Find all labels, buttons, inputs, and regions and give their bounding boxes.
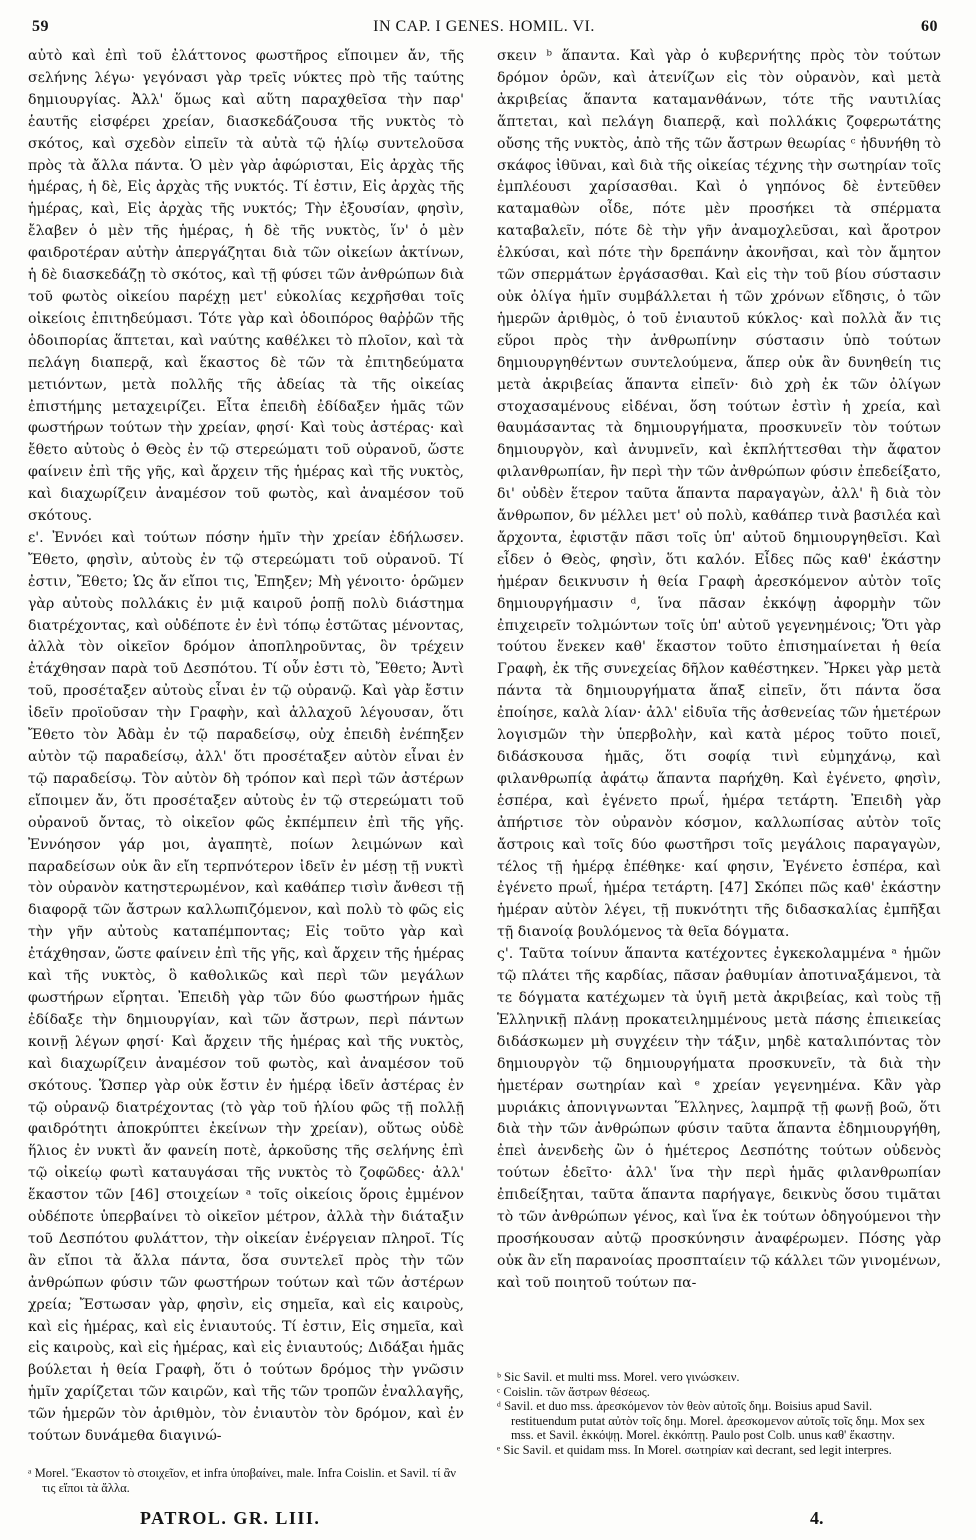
left-text-column [28,46,464,1494]
gathering-signature: 4. [810,1508,824,1528]
left-footnotes [28,1466,464,1495]
page-number-left: 59 [32,18,49,35]
footnote-d: ᵈ Savil. et duo mss. ἀρεσκόμενον τὸν θεὸν αὐτοῖς δημ. Boisius apud Savil. restituendum putat αὐτὸν τοῖς δημ. Morel. ἀρεσκομενον αὐτοῖς τοῖς δημ. Mox sex mss. et Savil. ἐκκόψῃ. Morel. ἐκκόπτῃ. Paulo post Colb. unus καθ' ἕκαστην. [497,1399,925,1442]
footnote-a: ᵃ Morel. Ἕκαστον τὸ στοιχεῖον, et infra ὑποβαίνει, male. Infra Coislin. et Savil. τί ἂν τις εἴποι τὰ ἄλλα. [28,1466,456,1495]
collection-signature: PATROL. GR. LIII. [140,1508,321,1528]
running-header [28,12,940,40]
running-title: IN CAP. I GENES. HOMIL. VI. [373,18,595,35]
footnote-b: ᵇ Sic Savil. et multi mss. Morel. vero γινώσκειν. [497,1370,740,1384]
right-paragraph-1: σκειν ᵇ ἅπαντα. Καὶ γὰρ ὁ κυβερνήτης πρὸς τὸν τούτων δρόμον ὁρῶν, καὶ ἀτενίζων εἰς τὸν οὐρανὸν, καὶ μετὰ ἀκριβείας ἅπαντα καταμανθάνων, τότε τῆς ναυτιλίας ἅπτεται, καὶ πελάγη διαπερᾷ, καὶ πολλάκις ζοφερωτάτης οὔσης τῆς νυκτὸς, ἀπὸ τῆς τῶν ἄστρων θεωρίας ᶜ ἠδυνήθη τὸ σκάφος ἰθῦναι, καὶ διὰ τῆς οἰκείας τέχνης τὴν σωτηρίαν τοῖς ἐμπλέουσι χαρίσασθαι. Καὶ ὁ γηπόνος δὲ ἐντεῦθεν καταμαθὼν οἶδε, πότε μὲν προσήκει τὰ σπέρματα καταβαλεῖν, πότε δὲ τὴν γῆν ἀναμοχλεῦσαι, καὶ ἄροτρον ἑλκύσαι, καὶ πότε τὴν δρεπάνην ἀκονῆσαι, καὶ τὸν ἄμητον τῶν σπερμάτων ἐργάσασθαι. Καὶ εἰς τὴν τοῦ βίου σύστασιν οὐκ ὀλίγα ἡμῖν συμβάλλεται ἡ τῶν χρόνων εἴδησις, ὁ τῶν ἡμερῶν ἀριθμὸς, ὁ τοῦ ἐνιαυτοῦ κύκλος· καὶ πολλὰ ἄν τις εὕροι πρὸς τὴν ἀνθρωπίνην σύστασιν ὑπὸ τούτων δημιουργηθέντων συντελούμενα, ἅπερ οὐκ ἂν δυνηθείη τις μετὰ ἀκριβείας ἅπαντα εἰπεῖν· διὸ χρὴ ἐκ τῶν ὀλίγων στοχασαμένους εἰδέναι, ὅση τούτων ἐστὶν ἡ χρεία, καὶ θαυμάσαντας τὰ δημιουργήματα, προσκυνεῖν τὸν τούτων δημιουργὸν, καὶ ἀνυμνεῖν, καὶ ἐκπλήττεσθαι τὴν ἄφατον φιλανθρωπίαν, ἣν περὶ τὴν τῶν ἀνθρώπων φύσιν ἐπεδείξατο, δι' οὐδὲν ἕτερον ταῦτα ἅπαντα παραγαγὼν, ἀλλ' ἢ διὰ τὸν ἄνθρωπον, δν μέλλει μετ' οὐ πολὺ, καθάπερ τινὰ βασιλέα καὶ ἄρχοντα, ἐφιστᾷν πᾶσι τοῖς ὑπ' αὐτοῦ δημιουργηθεῖσι. Καὶ εἶδεν ὁ Θεὸς, φησὶν, ὅτι καλόν. Εἶδες πῶς καθ' ἑκάστην ἡμέραν δεικνυσιν ἡ θεία Γραφὴ ἀρεσκόμενον αὐτὸν τοῖς δημιουργήμασιν ᵈ, ἵνα πᾶσαν ἐκκόψῃ ἀφορμὴν τῶν ἐπιχειρεῖν τολμώντων τοῖς ὑπ' αὐτοῦ γεγενημένοις; Ὅτι γὰρ τούτου ἕνεκεν καθ' ἕκαστον τοῦτο ἐπισημαίνεται ἡ θεία Γραφὴ, ἐκ τῆς συνεχείας δῆλον καθέστηκεν. Ἤρκει γὰρ μετὰ πάντα τὰ δημιουργήματα ἅπαξ εἰπεῖν, ὅτι πάντα ὅσα ἐποίησε, καλὰ λίαν· ἀλλ' εἰδυῖα τῆς ἀσθενείας τῶν ἡμετέρων λογισμῶν τὴν ὑπερβολὴν, καὶ κατὰ μέρος τοῦτο ποιεῖ, διδάσκουσα ἡμᾶς, ὅτι σοφίᾳ τινὶ εὐμηχάνῳ, καὶ φιλανθρωπίᾳ ἀφάτῳ ἅπαντα παρήχθη. Καὶ ἐγένετο, φησὶν, ἑσπέρα, καὶ ἐγένετο πρωΐ, ἡμέρα τετάρτη. Ἐπειδὴ γὰρ ἀπήρτισε τὸν οὐρανὸν κόσμον, καλλωπίσας αὐτὸν τοῖς ἄστροις καὶ τοῖς δύο φωστῆρσι τοῖς μεγάλοις παραγαγὼν, τέλος τῇ ἡμέρᾳ ἐπέθηκε· καί φησιν, Ἐγένετο ἑσπέρα, καὶ ἐγένετο πρωΐ, ἡμέρα τετάρτη. [47] Σκόπει πῶς καθ' ἑκάστην ἡμέραν αὐτὸν λέγει, τῇ πυκνότητι τῆς διδασκαλίας ἐμπῆξαι τῇ διανοίᾳ βουλόμενος τὰ θεῖα δόγματα. [497,48,941,941]
page-number-right: 60 [921,18,938,35]
right-footnotes [497,1370,941,1457]
left-paragraph-1: αὐτὸ καὶ ἐπὶ τοῦ ἐλάττονος φωστῆρος εἴποιμεν ἄν, τῆς σελήνης λέγω· γεγόνασι γὰρ τρεῖς νύκτες πρὸ τῆς ταύτης δημιουργίας. Ἀλλ' ὅμως καὶ αὕτη παραχθεῖσα τὴν παρ' ἑαυτῆς εἰσφέρει χρείαν, διασκεδάζουσα τῆς νυκτὸς τὸ σκότος, καὶ σχεδὸν εἰπεῖν τὰ αὐτὰ τῷ ἡλίῳ συντελοῦσα πρὸς τὰ ἄλλα πάντα. Ὁ μὲν γὰρ ἀφώρισται, Εἰς ἀρχὰς τῆς ἡμέρας, ἡ δὲ, Εἰς ἀρχὰς τῆς νυκτός. Τί ἐστιν, Εἰς ἀρχὰς τῆς ἡμέρας, καὶ, Εἰς ἀρχὰς τῆς νυκτός; Τὴν ἐξουσίαν, φησὶν, ἔλαβεν ὁ μὲν τῆς ἡμέρας, ἡ δὲ τῆς νυκτὸς, ἵν' ὁ μὲν φαιδροτέραν αὐτὴν ἀπεργάζηται διὰ τῶν οἰκείων ἀκτίνων, ἡ δὲ διασκεδάζῃ τὸ σκότος, καὶ τῇ φύσει τῶν ἀνθρώπων διὰ τοῦ φωτὸς οἰκείου παρέχῃ μετ' εὐκολίας κεχρῆσθαι τοῖς οἰκείοις ἐπιτηδεύμασι. Τότε γὰρ καὶ ὁδοιπόρος θαῤῥῶν τῆς ὁδοιπορίας ἅπτεται, καὶ ναύτης καθέλκει τὸ πλοῖον, καὶ τὰ πελάγη διαπερᾷ, καὶ ἕκαστος δὲ τῶν τὰ ἐπιτηδεύματα μετιόντων, μετὰ πολλῆς τῆς ἀδείας τὰ τῆς οἰκείας ἐπιστήμης μεταχειρίζει. Εἶτα ἐπειδὴ ἐδίδαξεν ἡμᾶς τῶν φωστήρων τούτων τὴν χρείαν, φησί· Καὶ τοὺς ἀστέρας· καὶ ἔθετο αὐτοὺς ὁ Θεὸς ἐν τῷ στερεώματι τοῦ οὐρανοῦ, ὥστε φαίνειν ἐπὶ τῆς γῆς, καὶ ἄρχειν τῆς ἡμέρας καὶ τῆς νυκτὸς, καὶ διαχωρίζειν ἀναμέσον τοῦ φωτὸς, καὶ ἀναμέσον τοῦ σκότους. [28,48,464,525]
page-footer [0,1508,976,1534]
right-paragraph-2: ς'. Ταῦτα τοίνυν ἅπαντα κατέχοντες ἐγκεκολαμμένα ᵃ ἡμῶν τῷ πλάτει τῆς καρδίας, πᾶσαν ῥαθυμίαν ἀποτιναξάμενοι, τὰ τε δόγματα κατέχωμεν τὰ ὑγιῆ μετὰ ἀκριβείας, καὶ τοὺς τῇ Ἑλληνικῇ πλάνῃ προκατειλημμένους μετὰ πάσης ἐπιεικείας διδάσκωμεν μὴ συγχέειν τὴν τάξιν, μηδὲ καταλιπόντας τὸν δημιουργὸν τῷ δημιουργήματα προσκυνεῖν, τὰ διὰ τὴν ἡμετέραν σωτηρίαν καὶ ᵉ χρείαν γεγενημένα. Κἂν γὰρ μυριάκις ἀπονιγνωνται Ἕλληνες, λαμπρᾷ τῇ φωνῇ βοῶ, ὅτι διὰ τὴν τῶν ἀνθρώπων φύσιν ταῦτα ἅπαντα ἐδημιουργήθη, ἐπεὶ ἀνενδεὴς ὢν ὁ ἡμέτερος Δεσπότης τούτων οὐδενὸς τούτων ἐδεῖτο· ἀλλ' ἵνα τὴν περὶ ἡμᾶς φιλανθρωπίαν ἐπιδείξηται, ταῦτα ἅπαντα παρήγαγε, δεικνὺς ὅσου τιμᾶται τὸ τῶν ἀνθρώπων γένος, καὶ ἵνα ἐκ τούτων ὁδηγούμενοι τὴν προσήκουσαν αὐτῷ προσκύνησιν ἀναφέρωμεν. Πόσης γὰρ οὐκ ἂν εἴη παρανοίας προσπταίειν τῷ κάλλει τῶν γινομένων, καὶ τοῦ ποιητοῦ τούτων πα- [497,946,941,1291]
right-text-column [497,46,941,1366]
footnote-e: ᵉ Sic Savil. et quidam mss. In Morel. σωτηρίαν καὶ decrant, sed legit interpres. [497,1442,892,1457]
footnote-c: ᶜ Coislin. τῶν ἄστρων θέσεως. [497,1384,650,1399]
left-paragraph-2: ε'. Ἐννόει καὶ τούτων πόσην ἡμῖν τὴν χρείαν ἐδήλωσεν. Ἔθετο, φησὶν, αὐτοὺς ἐν τῷ στερεώματι τοῦ οὐρανοῦ. Τί ἐστιν, Ἔθετο; Ὡς ἄν εἴποι τις, Ἐπηξεν; Μὴ γένοιτο· ὁρῶμεν γὰρ αὐτοὺς πολλάκις ἐν μιᾷ καιροῦ ῥοπῇ πολὺ διάστημα διατρέχοντας, καὶ οὐδέποτε ἐν ἑνὶ τόπῳ ἑστῶτας μένοντας, ἀλλὰ τὸν οἰκεῖον δρόμον ἀποπληροῦντας, ὃν τρέχειν ἐτάχθησαν παρὰ τοῦ Δεσπότου. Τί οὖν ἐστι τὸ, Ἔθετο; Ἀντὶ τοῦ, προσέταξεν αὐτοὺς εἶναι ἐν τῷ οὐρανῷ. Καὶ γὰρ ἔστιν ἰδεῖν προϊοῦσαν τὴν Γραφὴν, καὶ ἀλλαχοῦ λέγουσαν, ὅτι Ἔθετο τὸν Ἀδὰμ ἐν τῷ παραδείσῳ, οὐχ ἐπειδὴ ἐνέπηξεν αὐτὸν τῷ παραδείσῳ, ἀλλ' ὅτι προσέταξεν αὐτὸν εἶναι ἐν τῷ παραδείσῳ. Τὸν αὐτὸν δὴ τρόπον καὶ περὶ τῶν ἀστέρων εἴποιμεν ἄν, ὅτι προσέταξεν αὐτοὺς ἐν τῷ στερεώματι τοῦ οὐρανοῦ ὄντας, τὸ οἰκεῖον φῶς ἐκπέμπειν ἐπὶ τῆς γῆς. Ἐννόησον γάρ μοι, ἀγαπητὲ, ποίων λειμώνων καὶ παραδείσων οὐκ ἂν εἴη τερπνότερον ἰδεῖν ἐν μέσῃ τῇ νυκτὶ τὸν οὐρανὸν κατηστερωμένον, καὶ καθάπερ τισὶν ἄνθεσι τῇ διαφορᾷ τῶν ἄστρων καλλωπιζόμενον, καὶ πολὺ τὸ φῶς εἰς τὴν γῆν αὐτοὺς καταπέμποντας; Εἰς τοῦτο γὰρ καὶ ἐτάχθησαν, ὥστε φαίνειν ἐπὶ τῆς γῆς, καὶ ἄρχειν τῆς ἡμέρας καὶ τῆς νυκτὸς, ὃ καθολικῶς καὶ περὶ τῶν μεγάλων φωστήρων εἴρηται. Ἐπειδὴ γὰρ τῶν δύο φωστήρων ἡμᾶς ἐδίδαξε τὴν δημιουργίαν, καὶ τῶν ἄστρων, περὶ πάντων κοινῇ λέγων φησί· Καὶ ἄρχειν τῆς ἡμέρας καὶ τῆς νυκτὸς, καὶ διαχωρίζειν ἀναμέσον τοῦ φωτὸς, καὶ ἀναμέσον τοῦ σκότους. Ὥσπερ γὰρ οὐκ ἔστιν ἐν ἡμέρᾳ ἰδεῖν ἀστέρας ἐν τῷ οὐρανῷ διατρέχοντας (τὸ γὰρ τοῦ ἡλίου φῶς τῇ πολλῇ φαιδρότητι ἀποκρύπτει ἐκείνων τὴν χρείαν), οὕτως οὐδὲ ἥλιος ἐν νυκτὶ ἄν φανείη ποτὲ, ἀρκοῦσης τῆς σελήνης ἐπὶ τῷ οἰκείῳ φωτὶ καταυγάσαι τῆς νυκτὸς τὸ ζοφῶδες· ἀλλ' ἕκαστον τῶν [46] στοιχείων ᵃ τοῖς οἰκείοις ὅροις ἐμμένον οὐδέποτε ὑπερβαίνει τὸ οἰκεῖον μέτρον, ἀλλὰ τὴν διάταξιν τοῦ Δεσπότου φυλάττον, τὴν οἰκείαν ἐνέργειαν πληροῖ. Τίς ἂν εἴποι τὰ ἄλλα πάντα, ὅσα συντελεῖ πρὸς τὴν τῶν ἀνθρώπων φύσιν τῶν φωστήρων τούτων καὶ τῶν ἀστέρων χρεία; Ἔστωσαν γὰρ, φησὶν, εἰς σημεῖα, καὶ εἰς καιροὺς, καὶ εἰς ἡμέρας, καὶ εἰς ἐνιαυτούς. Τί ἐστιν, Εἰς σημεῖα, καὶ εἰς καιροὺς, καὶ εἰς ἡμέρας, καὶ εἰς ἐνιαυτούς; Διδάξαι ἡμᾶς βούλεται ἡ θεία Γραφὴ, ὅτι ὁ τούτων δρόμος τὴν γνῶσιν ἡμῖν χαρίζεται τῶν καιρῶν, καὶ τῆς τῶν τροπῶν ἐναλλαγῆς, τῶν ἡμερῶν τὸν ἀριθμὸν, τὸν ἐνιαυτὸν τὸν δρόμον, καὶ ἐν τούτων δυνάμεθα διαγινώ- [28,529,464,1445]
